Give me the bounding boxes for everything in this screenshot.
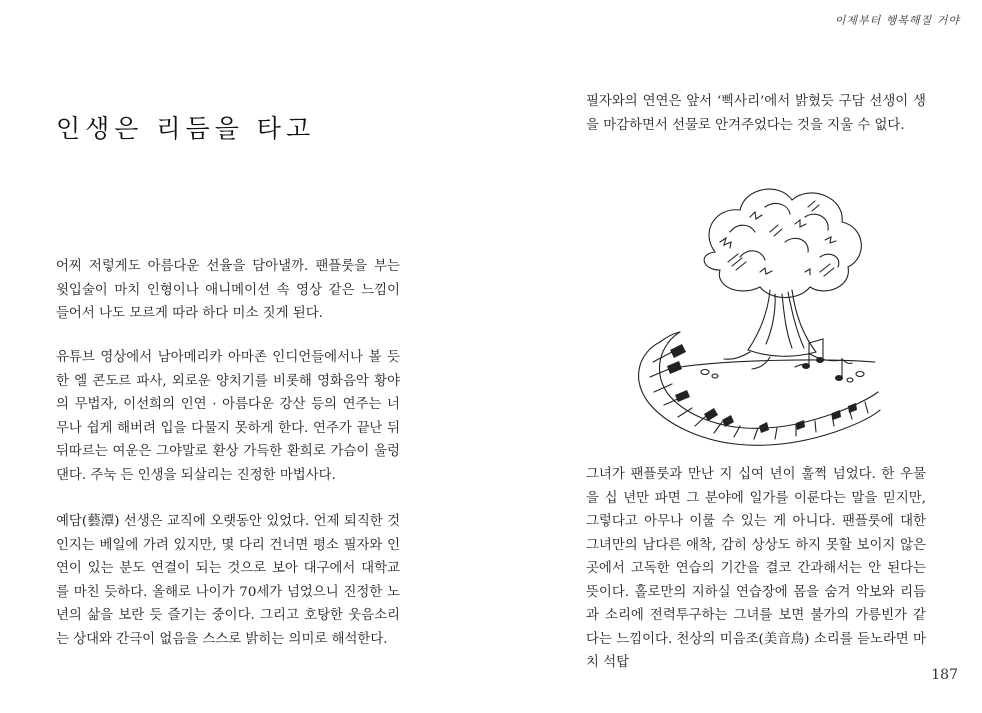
running-head: 이제부터 행복해질 거야 <box>834 14 960 27</box>
tree-piano-illustration <box>620 162 885 457</box>
chapter-title: 인생은 리듬을 타고 <box>56 113 316 143</box>
paragraph: 그녀가 팬플룻과 만난 지 십여 년이 훌쩍 넘었다. 한 우물을 십 년만 파면 그 분야에 일가를 이룬다는 말을 믿지만, 그렇다고 아무나 이룰 수 있는 게 아니다. 팬플룻에 대한 그녀만의 남다른 애착, 감히 상상도 하지 못할 보이지 않은 곳에서 고독한 연습의 기간을 결코 간과해서는 안 된다는 뜻이다. 홀로만의 지하실 연습장에 몸을 숨겨 악보와 리듬과 소리에 전력투구하는 그녀를 보면 불가의 가릉빈가 같다는 느낌이다. 천상의 미음조(美音鳥) 소리를 듣노라면 마치 석탑 <box>586 467 926 670</box>
tree-piano-sketch <box>620 162 885 457</box>
paragraph: 어찌 저렇게도 아름다운 선율을 담아낼까. 팬플룻을 부는 윗입술이 마치 인형이나 애니메이션 속 영상 같은 느낌이 들어서 나도 모르게 따라 하다 미소 짓게 된다. <box>56 259 400 321</box>
paragraph: 예담(藝潭) 선생은 교직에 오랫동안 있었다. 언제 퇴직한 것인지는 베일에 가려 있지만, 몇 다리 건너면 평소 필자와 인연이 있는 분도 연결이 되는 것으로 보아 대구에서 대학교를 마친 듯하다. 올해로 나이가 70세가 넘었으니 진정한 노년의 삶을 보란 듯 즐기는 중이다. 그리고 호탕한 웃음소리는 상대와 간극이 없음을 스스로 밝히는 의미로 해석한다. <box>56 514 400 647</box>
paragraph: 유튜브 영상에서 남아메리카 아마존 인디언들에서나 볼 듯한 엘 콘도르 파사, 외로운 양치기를 비롯해 영화음악 황야의 무법자, 이선희의 인연 · 아름다운 강산 등의 연주는 너무나 쉽게 해버려 입을 다물지 못하게 한다. 연주가 끝난 뒤 뒤따르는 여운은 그야말로 환상 가득한 환희로 가슴이 울렁댄다. 주눅 든 인생을 되살리는 진정한 마법사다. <box>56 350 400 483</box>
page-number: 187 <box>931 667 958 683</box>
paragraph: 필자와의 연연은 앞서 ‘삑사리’에서 밝혔듯 구담 선생이 생을 마감하면서 선물로 안겨주었다는 것을 지울 수 없다. <box>586 94 926 133</box>
